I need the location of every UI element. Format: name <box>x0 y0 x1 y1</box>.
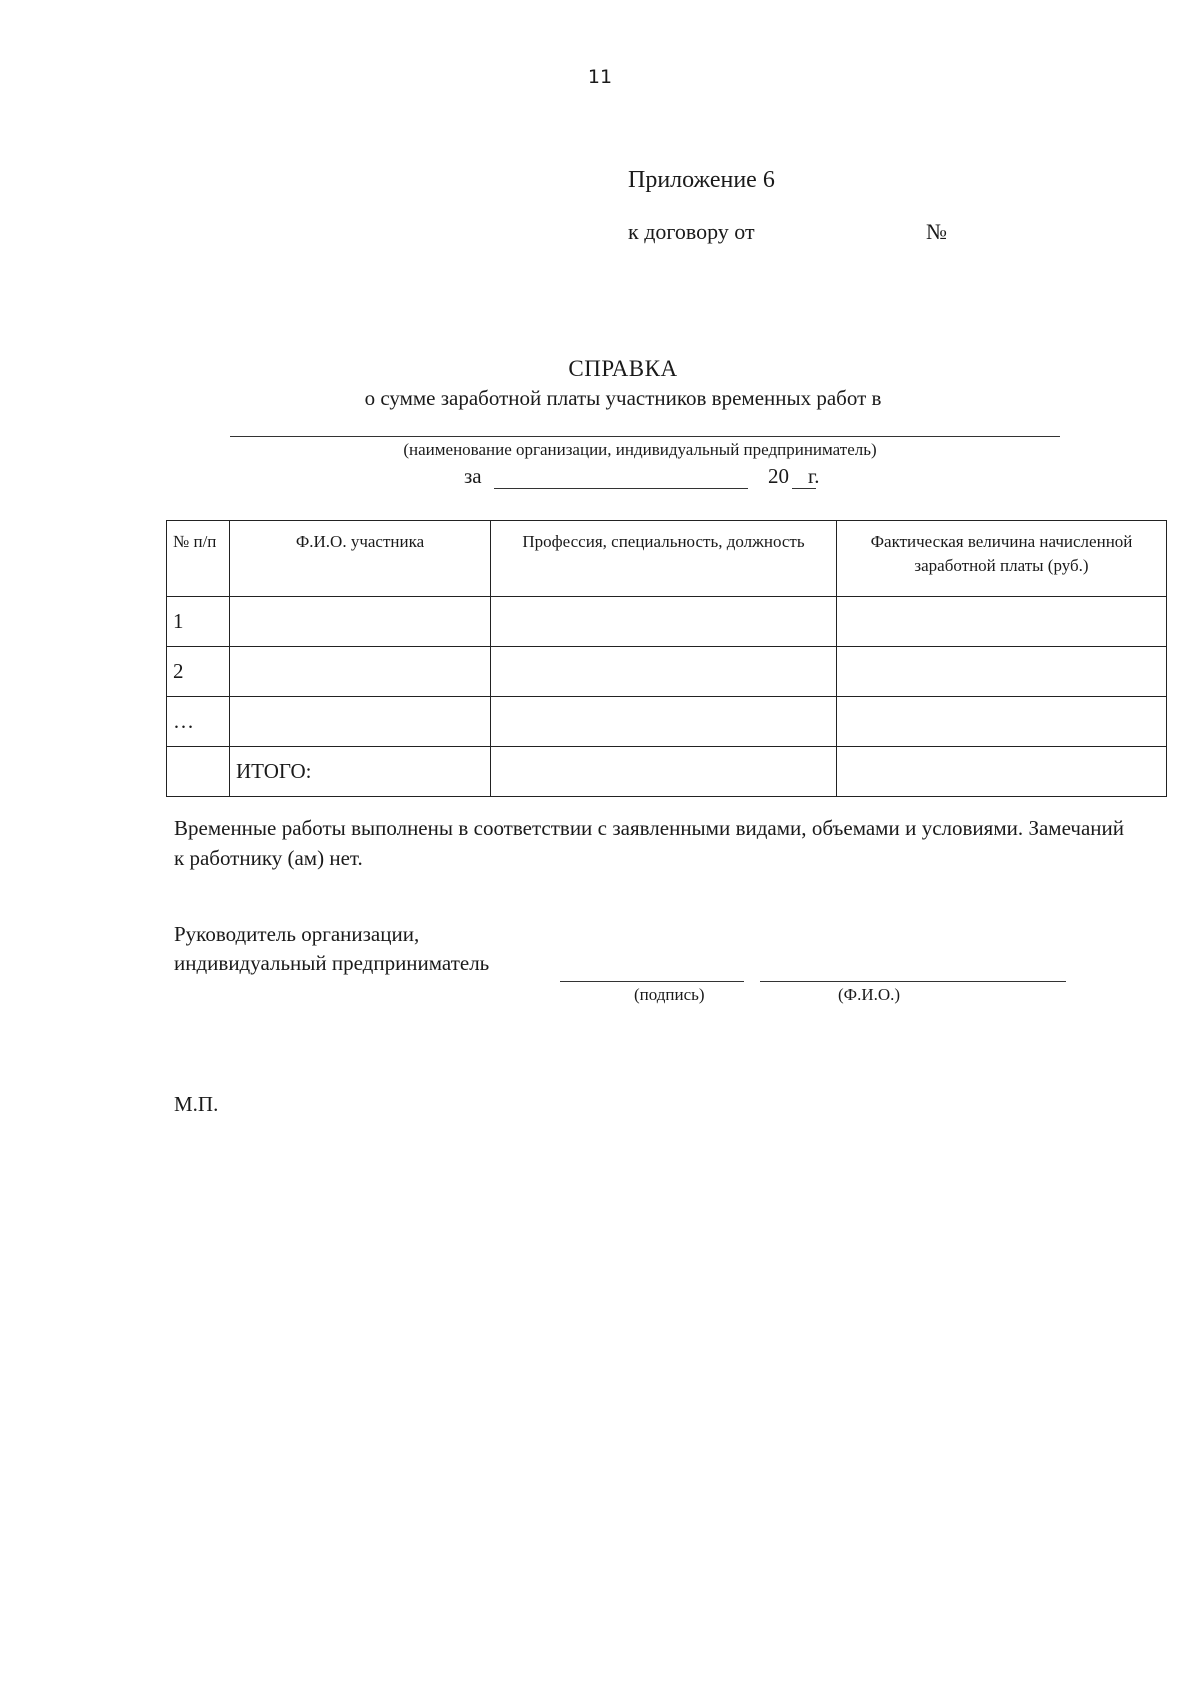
table-row <box>167 597 1167 647</box>
table-header-row <box>167 521 1167 597</box>
signer-title-line2: индивидуальный предприниматель <box>174 951 490 975</box>
signature-caption: (подпись) <box>634 985 705 1004</box>
document-title: СПРАВКА <box>568 356 678 381</box>
completion-note: Временные работы выполнены в соответствии с заявленными видами, объемами и условиями. Замечаний к работнику (ам) нет. <box>174 816 1124 870</box>
salary-total-cell <box>837 747 1167 797</box>
signer-title-line1: Руководитель организации, <box>174 922 420 946</box>
salary-cell <box>837 647 1167 697</box>
contract-reference: к договору от <box>628 219 755 244</box>
stamp-label: М.П. <box>174 1092 219 1116</box>
participant-name-cell <box>230 697 491 747</box>
table-total-row <box>167 747 1167 797</box>
row-number-cell <box>167 747 230 797</box>
salary-table <box>166 520 1167 797</box>
document-subtitle: о сумме заработной платы участников временных работ в <box>364 386 882 410</box>
year-suffix: г. <box>808 464 820 488</box>
profession-cell <box>491 647 837 697</box>
salary-cell <box>837 597 1167 647</box>
organization-name-line <box>230 436 1060 437</box>
profession-cell <box>491 697 837 747</box>
fio-caption: (Ф.И.О.) <box>838 985 901 1004</box>
organization-caption: (наименование организации, индивидуальный предприниматель) <box>403 440 877 459</box>
profession-cell <box>491 747 837 797</box>
signature-line <box>560 981 744 982</box>
participant-name-cell <box>230 647 491 697</box>
row-number-cell: 2 <box>167 647 230 697</box>
fio-line <box>760 981 1066 982</box>
table-row <box>167 697 1167 747</box>
profession-cell <box>491 597 837 647</box>
year-prefix: 20 <box>768 464 789 488</box>
contract-number-sign: № <box>926 219 947 244</box>
header-salary: Фактическая величина начисленной заработной платы (руб.) <box>837 521 1167 597</box>
participant-name-cell <box>230 597 491 647</box>
table-row <box>167 647 1167 697</box>
header-row-number: № п/п <box>167 521 230 597</box>
header-profession: Профессия, специальность, должность <box>491 521 837 597</box>
appendix-title: Приложение 6 <box>628 167 775 193</box>
row-number-cell: 1 <box>167 597 230 647</box>
period-label: за <box>464 464 482 488</box>
salary-cell <box>837 697 1167 747</box>
row-number-cell: … <box>167 697 230 747</box>
header-participant-name: Ф.И.О. участника <box>230 521 491 597</box>
period-blank-line <box>494 488 748 489</box>
page-number: 11 <box>587 66 613 88</box>
total-label-cell: ИТОГО: <box>230 747 491 797</box>
